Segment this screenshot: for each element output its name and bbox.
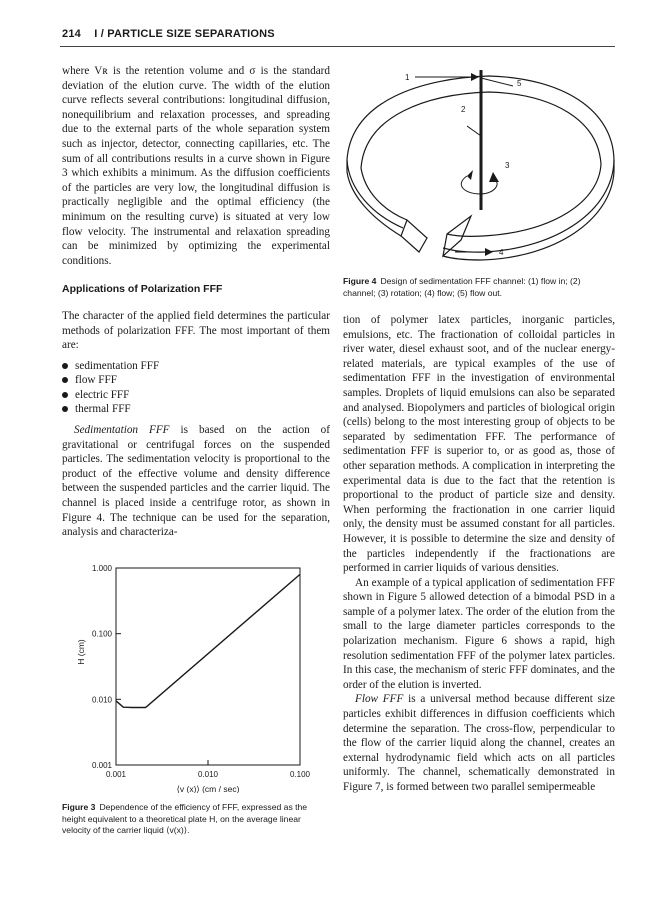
header-title: I / PARTICLE SIZE SEPARATIONS	[94, 28, 275, 40]
y-tick-label: 0.100	[91, 629, 112, 639]
section-heading: Applications of Polarization FFF	[62, 283, 223, 296]
figure-4-diagram	[343, 60, 618, 272]
right-column	[343, 313, 615, 795]
y-tick-label: 0.001	[91, 761, 112, 770]
figure-3-caption: Figure 3 Dependence of the efficiency of FFF, expressed as the height equivalent to a theoretical plate H, on the average linear velocity of the carrier liquid ⟨v(x)⟩.	[62, 802, 308, 836]
x-tick-label: 0.100	[289, 770, 311, 779]
bullet-icon	[62, 377, 68, 383]
left-paragraph-1: where Vʀ is the retention volume and σ is the standard deviation of the elution curve. The width of the elution curve reflects several contributions: longitudinal diffusion, nonequilibrium and relaxation processes, and spreading due to the external parts of the whole separation system such as injector, detector, connecting capillaries, etc. The sum of all contributions results in a curve shown in Figure 3 which exhibits a minimum. As the diffusion coefficients of the particles are very low, the longitudinal diffusion is practically negligible and the optimal efficiency (the minimum on the resulting curve) is situated at very low flow velocity. The instrumental and relaxation spreading can be minimized by optimizing the experimental conditions.	[62, 65, 330, 267]
x-tick-label: 0.010	[197, 770, 219, 779]
list-item: flow FFF	[62, 373, 330, 388]
y-axis-ticks	[92, 564, 121, 770]
efficiency-curve	[116, 574, 300, 707]
x-axis-label: ⟨v (x)⟩ (cm / sec)	[176, 784, 240, 793]
y-axis-label: H (cm)	[76, 639, 86, 665]
figure-3-chart	[62, 548, 330, 793]
bullet-icon	[62, 392, 68, 398]
channel-inner-front-left	[361, 168, 407, 220]
flow-out-pointer	[481, 78, 513, 86]
channel-pointer	[467, 126, 481, 136]
x-tick-label: 0.001	[105, 770, 127, 779]
channel-outer-front-right	[443, 160, 614, 252]
bullet-icon	[62, 406, 68, 412]
right-paragraph-3: Flow FFF is a universal method because different size particles exhibit differences in diffusion coefficients which determine the separation. The cross-flow, perpendicular to the flow of the carrier liquid along the channel, creates an external hydrodynamic field which acts on all particles uniformly. The channel, schematically demonstrated in Figure 7, is formed between two parallel semipermeable	[343, 693, 616, 793]
figure-4-label-2: 2	[461, 105, 466, 114]
right-paragraph-1: tion of polymer latex particles, inorganic particles, emulsions, etc. The fractionation of colloidal particles in river water, diesel exhaust soot, and of the nuclear energy-related materials, are typical examples of the use of sedimentation FFF in the investigation of environmental samples. Droplets of liquid emulsions can also be separated and analysed. Biopolymers and particles of biological origin (cells) belong to the most interesting group of objects to be separated by sedimentation FFF. The performance of sedimentation FFF is superior to, or as good as, those of other separation methods. A complication in interpreting the experimental data is due to the fact that the retention is proportional to the product of particle size and density. When performing the fractionation in one carrier liquid only, the density must be assumed constant for all particles. However, it is possible to determine the size and density of the particles independently if the fractionations are performed in carrier liquids of various densities.	[343, 314, 615, 575]
channel-bottom-front-right	[443, 172, 614, 260]
y-tick-label: 1.000	[91, 564, 112, 573]
list-item: sedimentation FFF	[62, 359, 330, 374]
y-tick-label: 0.010	[91, 695, 112, 705]
flow-arrowhead-icon	[485, 248, 493, 256]
right-paragraph-2: An example of a typical application of sedimentation FFF shown in Figure 5 allowed detection of a bimodal PSD in a sample of a polymer latex. The order of the elution from the small to the large diameter particles corresponds to the polarization mechanism. Figure 6 shows a rapid, high resolution sedimentation FFF of the polymer latex particles. In this case, the mechanism of steric FFF dominates, and the order of the elution is inverted.	[343, 576, 615, 691]
header-rule	[60, 46, 615, 47]
list-item: thermal FFF	[62, 402, 330, 417]
x-axis-ticks	[106, 760, 311, 779]
rotation-arrowhead-icon	[467, 170, 473, 180]
bullet-icon	[62, 363, 68, 369]
figure-4-caption: Figure 4 Design of sedimentation FFF channel: (1) flow in; (2) channel; (3) rotation; (4) flow; (5) flow out.	[343, 276, 581, 298]
figure-4-label-1: 1	[405, 73, 410, 82]
page-number: 214	[62, 28, 81, 40]
figure-4-label-5: 5	[517, 79, 522, 88]
left-paragraph-3: Sedimentation FFF is based on the action of gravitational or centrifugal forces on the suspended particles. The sedimentation velocity is proportional to the product of the effective volume and density difference between the suspended particles and the carrier liquid. The channel is placed inside a centrifuge rotor, as shown in Figure 4. The technique can be used for the separation, analysis and characteriza-	[62, 424, 330, 539]
rotation-arrowhead-icon	[489, 172, 499, 182]
running-header	[62, 28, 275, 40]
channel-bottom-front	[347, 172, 401, 236]
channel-inlet-end	[401, 220, 427, 252]
list-item: electric FFF	[62, 388, 330, 403]
figure-4-label-4: 4	[499, 248, 504, 257]
method-list	[62, 359, 330, 417]
flow-in-arrowhead-icon	[471, 73, 479, 81]
figure-4-label-3: 3	[505, 161, 510, 170]
left-paragraph-2: The character of the applied field determines the particular methods of polarization FFF. The most important of them are:	[62, 309, 330, 352]
left-column	[62, 64, 330, 540]
